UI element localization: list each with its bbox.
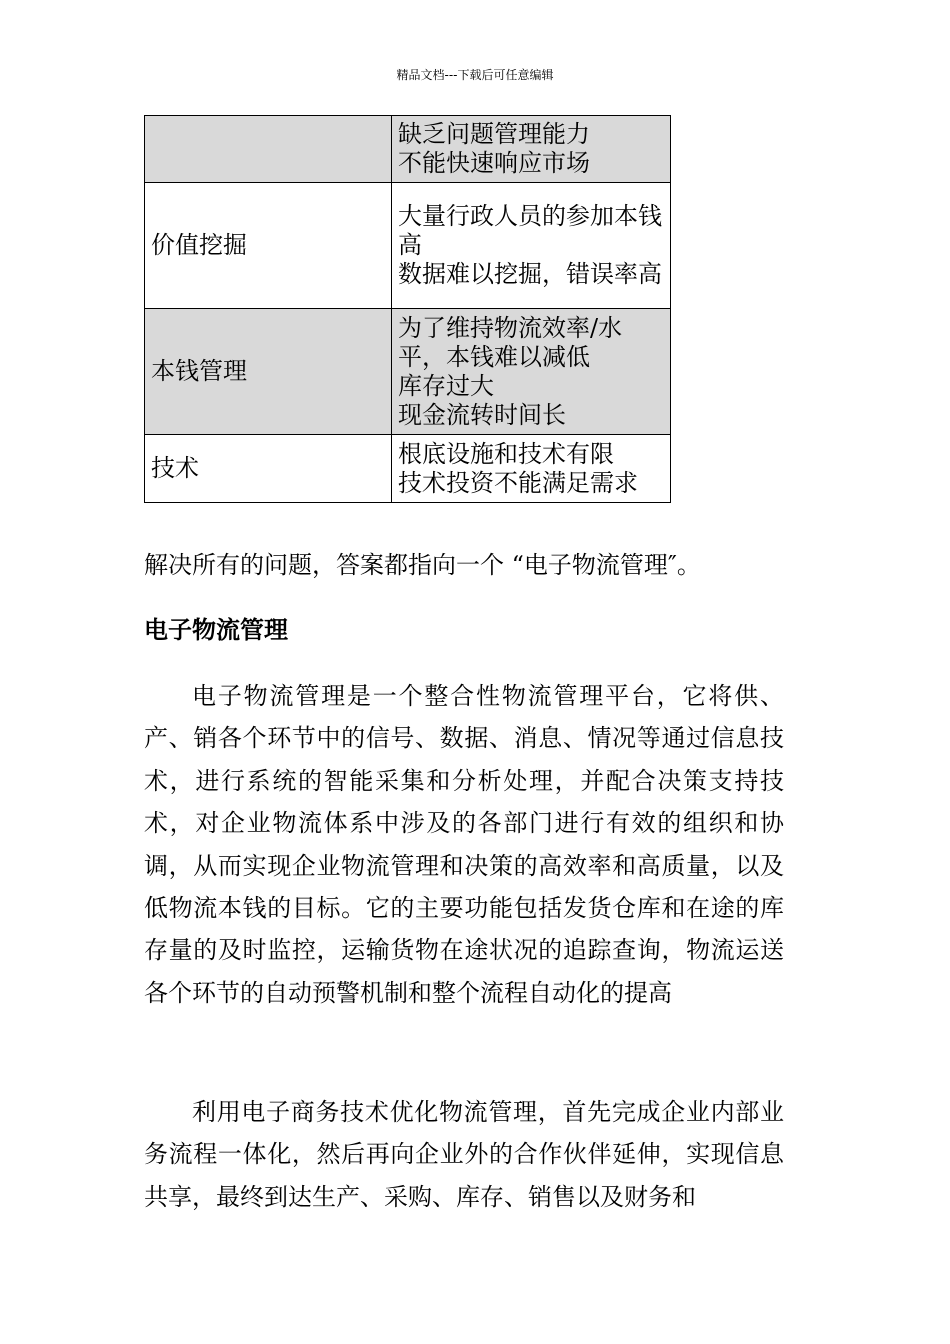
problems-table — [144, 115, 671, 503]
problems-cell — [392, 183, 671, 309]
category-cell: 技术 — [145, 435, 392, 503]
conclusion-text: 解决所有的问题，答案都指向一个 “电子物流管理″。 — [144, 551, 701, 579]
section-heading: 电子物流管理 — [144, 616, 288, 644]
table-row — [145, 435, 671, 503]
problem-line: 缺乏问题管理能力 — [398, 120, 590, 148]
problem-line: 现金流转时间长 — [398, 400, 566, 429]
table-row — [145, 183, 671, 309]
problem-line: 库存过大 — [398, 371, 494, 400]
problems-cell — [392, 116, 671, 183]
problem-line: 技术投资不能满足需求 — [398, 468, 638, 497]
problem-line: 不能快速响应市场 — [398, 149, 590, 177]
problem-line: 大量行政人员的参加本钱高 — [398, 202, 662, 259]
category-cell — [145, 116, 392, 183]
table-row — [145, 116, 671, 183]
problem-line: 数据难以挖掘，错误率高 — [398, 260, 662, 288]
body-paragraph: 利用电子商务技术优化物流管理，首先完成企业内部业务流程一体化，然后再向企业外的合作伙伴延伸，实现信息共享，最终到达生产、采购、库存、销售以及财务和 — [144, 1098, 784, 1211]
page-header: 精品文档---下载后可任意编辑 — [396, 68, 554, 82]
table-row — [145, 309, 671, 435]
body-paragraph: 电子物流管理是一个整合性物流管理平台，它将供、产、销各个环节中的信号、数据、消息、情况等通过信息技术，进行系统的智能采集和分析处理，并配合决策支持技术，对企业物流体系中涉及的各部门进行有效的组织和协调，从而实现企业物流管理和决策的高效率和高质量，以及低物流本钱的目标。它的主要功能包括发货仓库和在途的库存量的及时监控，运输货物在途状况的追踪查询，物流运送各个环节的自动预警机制和整个流程自动化的提高 — [144, 682, 784, 1007]
problem-line: 为了维持物流效率/水平，本钱难以减低 — [398, 313, 623, 371]
problems-cell — [392, 309, 671, 435]
problem-line: 根底设施和技术有限 — [398, 439, 614, 468]
category-cell: 本钱管理 — [145, 309, 392, 435]
category-cell: 价值挖掘 — [145, 183, 392, 309]
problems-cell — [392, 435, 671, 503]
